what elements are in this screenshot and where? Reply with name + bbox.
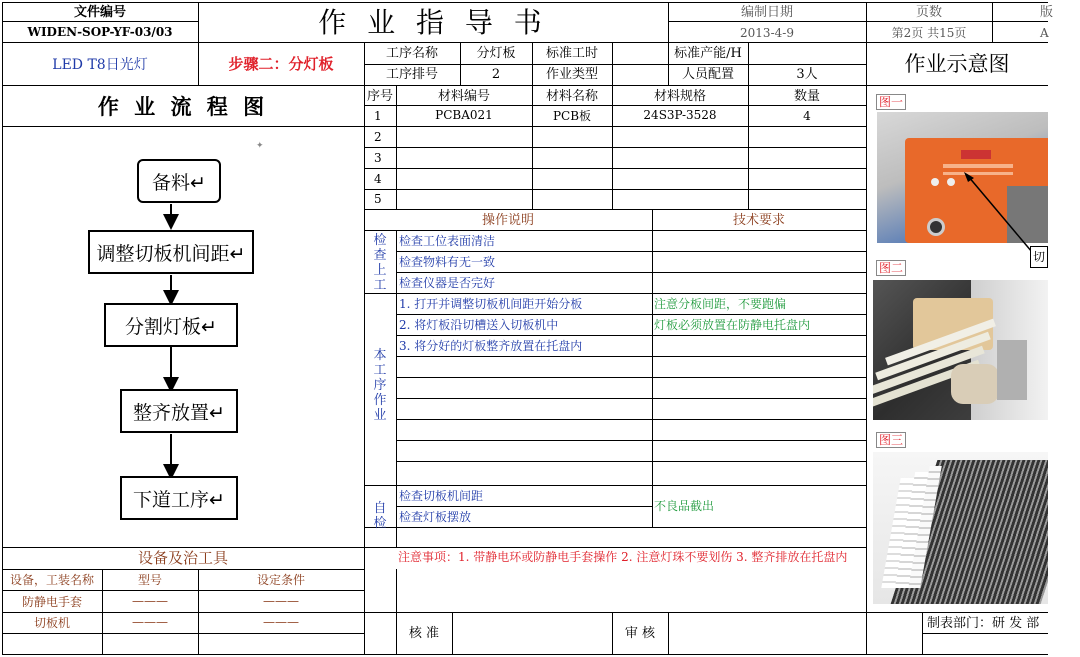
process-seq: 2: [491, 67, 501, 82]
pages-label: 页数: [915, 5, 942, 20]
notes: 注意事项：1. 带静电环或防静电手套操作 2. 注意灯珠不要划伤 3. 整齐排放在托盘内: [398, 550, 848, 564]
self-req: 不良品截出: [654, 499, 715, 513]
product-name: LED T8日光灯: [52, 57, 148, 73]
pages-value: 第2页 共15页: [891, 26, 967, 40]
section-work: 本工序作业: [373, 348, 387, 423]
figure-3-label: 图三: [876, 432, 906, 448]
step-name: 步骤二：分灯板: [228, 55, 334, 73]
page-title: 作 业 指 导 书: [318, 6, 548, 39]
flow-step-adjust: 调整切板机间距↵: [88, 230, 254, 274]
req-header: 技术要求: [732, 213, 785, 228]
figure-2-label: 图二: [876, 260, 906, 276]
table-cell: 3: [374, 151, 382, 165]
process-name-label: 工序名称: [385, 46, 438, 61]
table-cell: 4: [374, 172, 382, 186]
section-check: 检查上工: [373, 233, 387, 293]
equip-cell: ———: [263, 615, 299, 629]
equip-cell: 防静电手套: [21, 595, 82, 609]
date-label: 编制日期: [740, 5, 793, 20]
table-cell: 24S3P-3528: [643, 108, 717, 122]
table-cell: 5: [374, 192, 382, 206]
table-header: 材料规格: [653, 89, 706, 104]
figure-1-label: 图一: [876, 94, 906, 110]
date-value: 2013-4-9: [740, 26, 794, 40]
capacity-label: 标准产能/H: [674, 46, 742, 61]
table-header: 序号: [366, 89, 393, 104]
equip-header: 设备，工装名称: [9, 573, 94, 587]
table-header: 材料名称: [545, 89, 598, 104]
table-cell: PCBA021: [435, 108, 493, 122]
work-item: 2. 将灯板沿切槽送入切板机中: [399, 318, 559, 332]
check-item: 检查工位表面清洁: [399, 234, 496, 248]
flow-step-arrange: 整齐放置↵: [120, 389, 238, 433]
work-req: 注意分板间距，不要跑偏: [654, 297, 787, 311]
figure-2-photo: [873, 280, 1048, 420]
callout-label: 切: [1030, 246, 1048, 268]
flow-title: 作 业 流 程 图: [97, 94, 269, 119]
review-label: 审 核: [624, 626, 656, 641]
table-cell: 2: [374, 130, 382, 144]
op-header: 操作说明: [481, 213, 534, 228]
equip-cell: 切板机: [33, 616, 70, 630]
equip-cell: ———: [132, 594, 168, 608]
diagram-title: 作业示意图: [904, 52, 1010, 76]
version-value: A: [1040, 26, 1049, 40]
table-cell: 4: [803, 109, 811, 123]
work-item: 3. 将分好的灯板整齐放置在托盘内: [399, 339, 583, 353]
flow-step-split: 分割灯板↵: [104, 303, 238, 347]
flow-mark: ✦: [256, 141, 264, 151]
equip-cell: ———: [263, 594, 299, 608]
work-req: 灯板必须放置在防静电托盘内: [654, 318, 811, 332]
table-cell: 1: [374, 109, 382, 123]
staff-value: 3人: [796, 67, 818, 82]
work-item: 1. 打开并调整切板机间距开始分板: [399, 297, 583, 311]
process-seq-label: 工序排号: [385, 67, 438, 82]
equip-header: 型号: [137, 573, 162, 587]
staff-label: 人员配置: [681, 67, 734, 82]
doc-number: WIDEN-SOP-YF-03/03: [27, 25, 173, 39]
check-item: 检查仪器是否完好: [399, 276, 496, 290]
dept-label: 制表部门：研 发 部: [927, 616, 1040, 631]
table-header: 材料编号: [437, 89, 490, 104]
flow-step-prepare: 备料↵: [137, 159, 221, 203]
self-item: 检查切板机间距: [399, 489, 484, 503]
flow-step-next: 下道工序↵: [120, 476, 238, 520]
table-cell: PCB板: [552, 109, 592, 123]
equip-cell: ———: [132, 615, 168, 629]
doc-number-label: 文件编号: [73, 5, 126, 20]
version-label: 版: [1040, 5, 1054, 20]
equipment-title: 设备及治工具: [137, 549, 228, 567]
figure-3-photo: [873, 452, 1048, 604]
process-name: 分灯板: [476, 46, 516, 61]
self-item: 检查灯板摆放: [399, 510, 472, 524]
callout-arrow: [960, 170, 1040, 260]
table-header: 数量: [793, 89, 820, 104]
work-type-label: 作业类型: [545, 67, 598, 82]
check-item: 检查物料有无一致: [399, 255, 496, 269]
approve-label: 核 准: [408, 626, 440, 641]
section-selfcheck: 自检: [373, 501, 387, 531]
equip-header: 设定条件: [256, 573, 305, 587]
std-time-label: 标准工时: [545, 46, 598, 61]
